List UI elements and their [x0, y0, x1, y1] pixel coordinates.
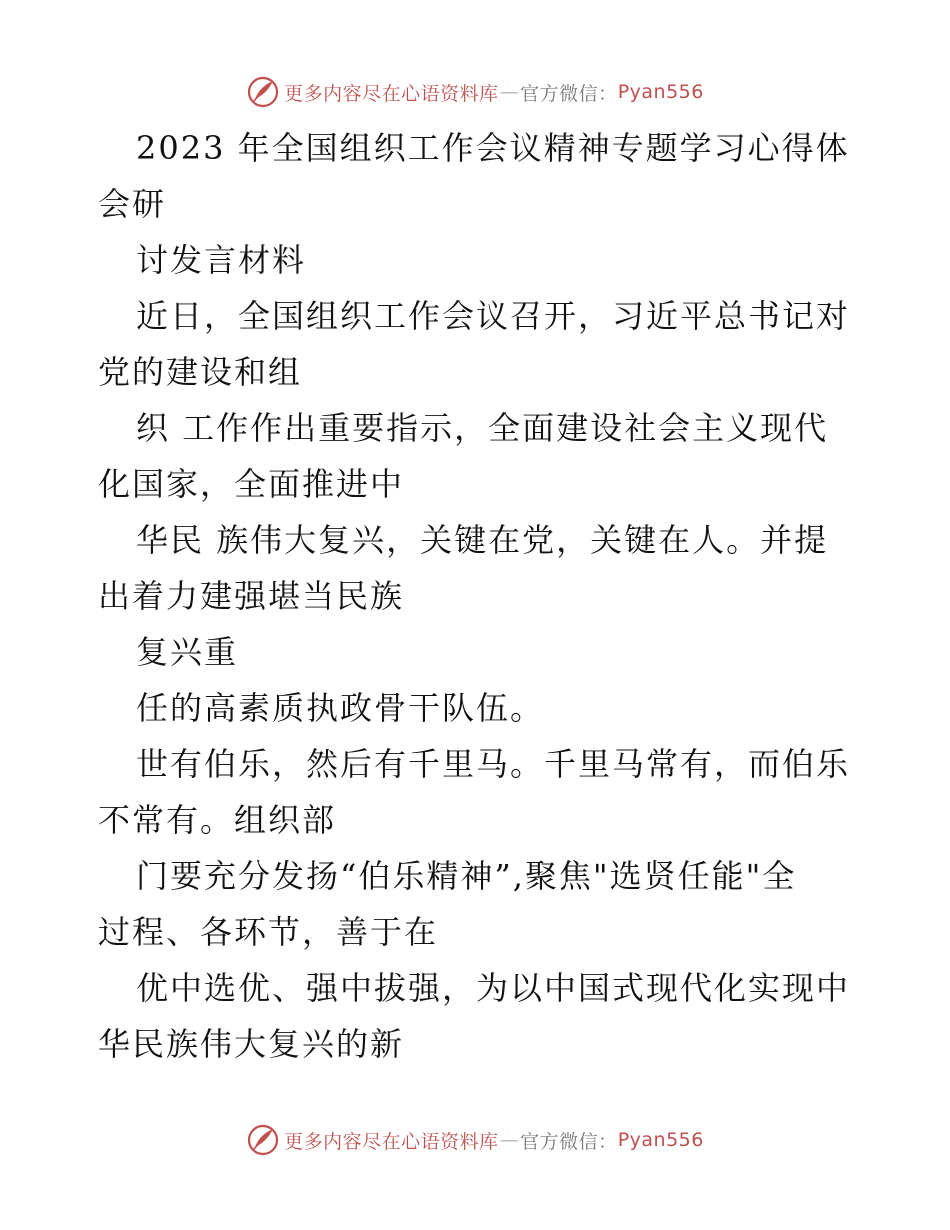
- document-line: 织 工作作出重要指示，全面建设社会主义现代: [136, 409, 829, 447]
- document-line: 讨发言材料: [136, 241, 307, 279]
- document-line: 不常有。组织部: [98, 801, 337, 839]
- document-line: 华民族伟大复兴的新: [98, 1025, 405, 1063]
- document-line: 化国家，全面推进中: [98, 465, 405, 503]
- feather-pen-icon: [246, 75, 280, 109]
- document-line: 党的建设和组: [98, 353, 303, 391]
- document-line: 世有伯乐，然后有千里马。千里马常有，而伯乐: [136, 745, 851, 783]
- header-separator: —: [499, 81, 520, 103]
- document-line: 华民 族伟大复兴，关键在党，关键在人。并提: [136, 521, 829, 559]
- feather-pen-icon: [246, 1123, 280, 1157]
- document-line: 出着力建强堪当民族: [98, 577, 405, 615]
- header-brand-text: 更多内容尽在心语资料库: [284, 82, 499, 105]
- header-banner: [0, 72, 950, 112]
- footer-separator: —: [499, 1129, 520, 1151]
- footer-brand-text: 更多内容尽在心语资料库: [284, 1130, 499, 1153]
- document-line: 优中选优、强中拔强，为以中国式现代化实现中: [136, 969, 851, 1007]
- footer-banner: [0, 1120, 950, 1160]
- header-wechat-label: 官方微信：: [520, 82, 618, 105]
- document-line: 2023 年全国组织工作会议精神专题学习心得体: [136, 129, 850, 167]
- document-line: 门要充分发扬“伯乐精神”,聚焦"选贤任能"全: [136, 857, 797, 895]
- footer-wechat-id: Pyan556: [617, 1129, 704, 1151]
- document-line: 任的高素质执政骨干队伍。: [136, 689, 545, 727]
- document-line: 复兴重: [136, 633, 239, 671]
- footer-wechat-label: 官方微信：: [520, 1130, 618, 1153]
- document-line: 近日，全国组织工作会议召开，习近平总书记对: [136, 297, 851, 335]
- document-line: 会研: [98, 185, 167, 223]
- document-body: [98, 120, 868, 1072]
- document-line: 过程、各环节，善于在: [98, 913, 439, 951]
- header-wechat-id: Pyan556: [617, 81, 704, 103]
